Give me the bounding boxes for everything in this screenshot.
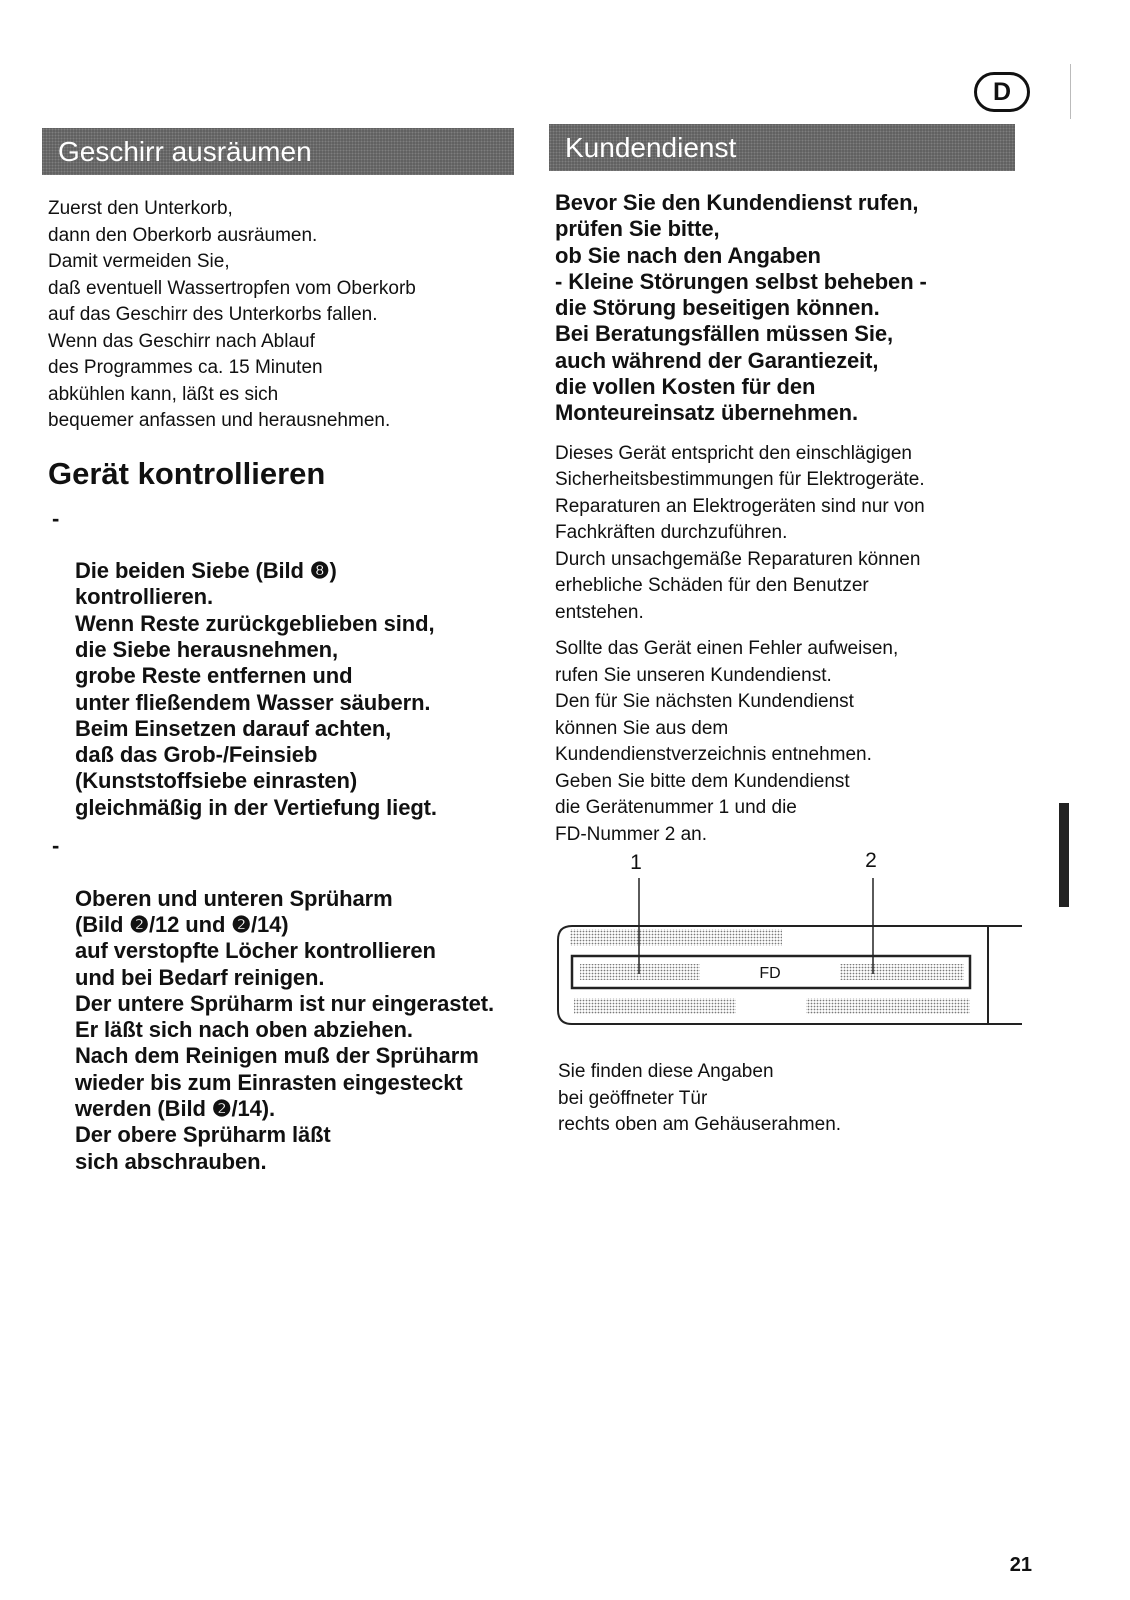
list-dash: - <box>52 833 60 859</box>
callout-label-1: 1 <box>630 851 642 874</box>
plate-shaded-strip-bottom-left <box>574 998 736 1014</box>
list-dash: - <box>52 505 60 531</box>
plate-shaded-strip-top <box>570 929 782 946</box>
page-number: 21 <box>1009 1554 1032 1576</box>
section-title-kundendienst: Kundendienst <box>565 132 737 163</box>
plate-location-note-block <box>555 1059 1025 1139</box>
fd-number-area <box>840 964 964 980</box>
safety-paragraph: Dieses Gerät entspricht den einschlägigen Sicherheitsbestimmungen für Elektrogeräte. Reparaturen an Elektrogeräten sind nur von Fachkräften durchzuführen. Durch unsachgemäße Reparaturen können erhebliche Schäden für den Benutzer entstehen. <box>555 442 925 623</box>
language-badge: D <box>974 72 1030 112</box>
device-number-area <box>580 964 700 980</box>
callout-label-2: 2 <box>865 849 877 872</box>
service-warning: Bevor Sie den Kundendienst rufen, prüfen Sie bitte, ob Sie nach den Angaben - Kleine Störungen selbst beheben - die Störung beseitigen können. Bei Beratungsfällen müssen Sie, auch während der Garantiezeit, die vollen Kosten für den Monteureinsatz übernehmen. <box>555 190 927 426</box>
heading-geraet-kontrollieren: Gerät kontrollieren <box>48 455 326 491</box>
plate-location-note: Sie finden diese Angaben bei geöffneter Tür rechts oben am Gehäuserahmen. <box>558 1061 842 1135</box>
unload-instructions: Zuerst den Unterkorb, dann den Oberkorb ausräumen. Damit vermeiden Sie, daß eventuell Wassertropfen vom Oberkorb auf das Geschirr des Unterkorbs fallen. Wenn das Geschirr nach Ablauf des Programmes ca. 15 Minuten abkühlen kann, läßt es sich bequemer anfassen und herausnehmen. <box>48 198 416 431</box>
list-item-text: Die beiden Siebe (Bild ❽) kontrollieren. Wenn Reste zurückgeblieben sind, die Siebe herausnehmen, grobe Reste entfernen und unter fließendem Wasser säubern. Beim Einsetzen darauf achten, daß das Grob-/Feinsieb (Kunststoffsiebe einrasten) gleichmäßig in der Vertiefung liegt. <box>75 558 437 820</box>
fd-label: FD <box>759 965 781 982</box>
service-paragraph: Sollte das Gerät einen Fehler aufweisen, rufen Sie unseren Kundendienst. Den für Sie nächsten Kundendienst können Sie aus dem Kundendienstverzeichnis entnehmen. Geben Sie bitte dem Kundendienst die Gerätenummer 1 und die FD-Nummer 2 an. <box>555 638 899 845</box>
list-item-text: Oberen und unteren Sprüharm (Bild ❷/12 und ❷/14) auf verstopfte Löcher kontrollieren und bei Bedarf reinigen. Der untere Sprüharm ist nur eingerastet. Er läßt sich nach oben abziehen. Nach dem Reinigen muß der Sprüharm wieder bis zum Einrasten eingesteckt werden (Bild ❷/14). Der obere Sprüharm läßt sich abschrauben. <box>75 885 494 1174</box>
section-title-geschirr: Geschirr ausräumen <box>58 136 312 167</box>
plate-shaded-strip-bottom-right <box>806 998 970 1014</box>
